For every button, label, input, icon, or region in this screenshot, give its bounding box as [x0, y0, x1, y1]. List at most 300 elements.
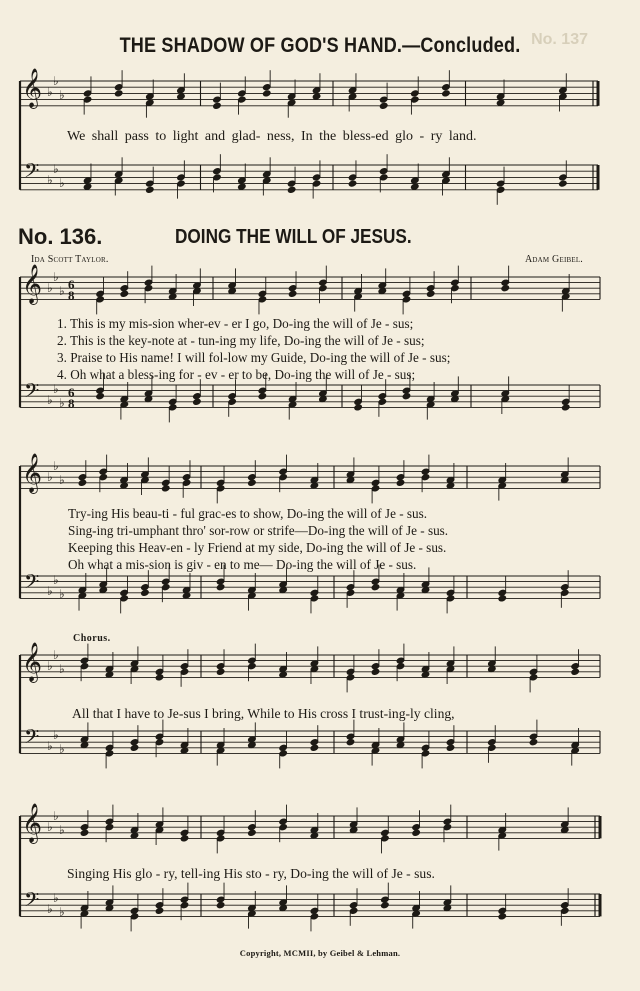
- flat-sign: ♭: [59, 742, 65, 756]
- note-head: [279, 671, 287, 678]
- note-head: [80, 824, 88, 831]
- note-head: [180, 668, 188, 675]
- note-head: [279, 468, 287, 475]
- note-head: [451, 279, 459, 286]
- note-head: [529, 668, 537, 675]
- note-head: [571, 741, 579, 748]
- note-head: [412, 904, 420, 911]
- flat-sign: ♭: [59, 473, 65, 487]
- note-head: [263, 171, 271, 178]
- note-head: [238, 90, 246, 97]
- note-head: [310, 739, 318, 746]
- flat-sign: ♭: [59, 662, 65, 676]
- note-head: [310, 826, 318, 833]
- note-head: [379, 96, 387, 103]
- note-head: [130, 826, 138, 833]
- note-head: [421, 665, 429, 672]
- chorus-line-2: Singing His glo - ry, tell-ing His sto - ry, Do-ing the will of Je - sus.: [67, 866, 435, 881]
- bass-clef: 𝄢: [24, 572, 40, 598]
- note-head: [279, 904, 287, 911]
- time-signature-bottom: 8: [68, 288, 75, 303]
- note-head: [354, 293, 362, 300]
- note-head: [561, 584, 569, 591]
- bleed-through-number: No. 137: [531, 31, 588, 48]
- note-head: [443, 818, 451, 825]
- note-head: [180, 829, 188, 836]
- note-head: [248, 910, 256, 917]
- note-head: [498, 913, 506, 920]
- verse-1-line-1: 1. This is my mis-sion wher-ev - er I go, Do-ing the will of Je - sus;: [57, 316, 414, 331]
- note-head: [349, 821, 357, 828]
- note-head: [426, 395, 434, 402]
- note-head: [130, 832, 138, 839]
- flat-sign: ♭: [47, 739, 53, 753]
- note-head: [213, 96, 221, 103]
- flat-sign: ♭: [59, 396, 65, 410]
- note-head: [155, 907, 163, 914]
- note-head: [213, 102, 221, 109]
- note-head: [396, 474, 404, 481]
- note-head: [162, 479, 170, 486]
- note-head: [411, 183, 419, 190]
- note-head: [216, 835, 224, 842]
- note-head: [130, 665, 138, 672]
- flat-sign: ♭: [47, 820, 53, 834]
- note-head: [396, 592, 404, 599]
- note-head: [155, 733, 163, 740]
- note-head: [279, 750, 287, 757]
- note-head: [287, 186, 295, 193]
- note-head: [279, 744, 287, 751]
- note-head: [228, 398, 236, 405]
- note-head: [114, 177, 122, 184]
- note-head: [396, 479, 404, 486]
- note-head: [146, 180, 154, 187]
- note-head: [168, 404, 176, 411]
- note-head: [180, 835, 188, 842]
- note-head: [529, 733, 537, 740]
- note-head: [442, 171, 450, 178]
- note-head: [248, 657, 256, 664]
- note-head: [248, 829, 256, 836]
- note-head: [248, 479, 256, 486]
- flat-sign: ♭: [47, 281, 53, 295]
- flat-sign: ♭: [53, 162, 59, 176]
- note-head: [144, 285, 152, 292]
- note-head: [78, 586, 86, 593]
- note-head: [381, 896, 389, 903]
- bass-clef: 𝄢: [24, 161, 40, 187]
- note-head: [155, 826, 163, 833]
- note-head: [349, 907, 357, 914]
- note-head: [349, 902, 357, 909]
- note-head: [105, 904, 113, 911]
- time-signature-bottom: 8: [68, 396, 75, 411]
- note-head: [96, 393, 104, 400]
- note-head: [561, 476, 569, 483]
- note-head: [168, 293, 176, 300]
- note-head: [288, 395, 296, 402]
- note-head: [443, 904, 451, 911]
- note-head: [105, 818, 113, 825]
- note-head: [96, 387, 104, 394]
- treble-clef: 𝄞: [22, 70, 43, 107]
- verse-3-line-2: Keeping this Heav-en - ly Friend at my side, Do-ing the will of Je - sus.: [68, 540, 447, 555]
- flat-sign: ♭: [59, 284, 65, 298]
- note-head: [354, 287, 362, 294]
- note-head: [248, 904, 256, 911]
- note-head: [279, 665, 287, 672]
- flat-sign: ♭: [59, 88, 65, 102]
- note-head: [446, 482, 454, 489]
- note-head: [498, 907, 506, 914]
- note-head: [421, 581, 429, 588]
- note-head: [248, 586, 256, 593]
- note-head: [310, 665, 318, 672]
- note-head: [180, 896, 188, 903]
- note-head: [346, 584, 354, 591]
- note-head: [501, 395, 509, 402]
- note-head: [319, 285, 327, 292]
- note-head: [443, 824, 451, 831]
- note-head: [426, 290, 434, 297]
- note-head: [216, 902, 224, 909]
- note-head: [180, 663, 188, 670]
- note-head: [279, 581, 287, 588]
- note-head: [248, 663, 256, 670]
- note-head: [248, 592, 256, 599]
- note-head: [381, 829, 389, 836]
- bass-clef: 𝄢: [24, 381, 40, 407]
- note-head: [162, 578, 170, 585]
- flat-sign: ♭: [47, 902, 53, 916]
- note-head: [80, 736, 88, 743]
- note-head: [99, 474, 107, 481]
- note-head: [80, 910, 88, 917]
- note-head: [496, 186, 504, 193]
- note-head: [371, 741, 379, 748]
- note-head: [213, 168, 221, 175]
- note-head: [371, 668, 379, 675]
- note-head: [371, 584, 379, 591]
- note-head: [561, 821, 569, 828]
- note-head: [182, 474, 190, 481]
- note-head: [105, 671, 113, 678]
- note-head: [411, 96, 419, 103]
- note-head: [421, 744, 429, 751]
- note-head: [378, 393, 386, 400]
- note-head: [421, 671, 429, 678]
- note-head: [488, 739, 496, 746]
- note-head: [177, 93, 185, 100]
- note-head: [310, 589, 318, 596]
- note-head: [288, 285, 296, 292]
- note-head: [310, 832, 318, 839]
- note-head: [446, 744, 454, 751]
- note-head: [78, 479, 86, 486]
- note-head: [105, 750, 113, 757]
- note-head: [279, 586, 287, 593]
- note-head: [451, 285, 459, 292]
- note-head: [371, 663, 379, 670]
- note-head: [319, 279, 327, 286]
- note-head: [182, 592, 190, 599]
- note-head: [105, 899, 113, 906]
- note-head: [498, 482, 506, 489]
- flat-sign: ♭: [47, 393, 53, 407]
- note-head: [193, 393, 201, 400]
- note-head: [279, 818, 287, 825]
- note-head: [319, 395, 327, 402]
- note-head: [571, 663, 579, 670]
- note-head: [496, 180, 504, 187]
- lyricist-credit: Ida Scott Taylor.: [31, 254, 109, 265]
- note-head: [496, 99, 504, 106]
- note-head: [446, 660, 454, 667]
- note-head: [559, 93, 567, 100]
- verse-2-line-2: Sing-ing tri-umphant thro' sor-row or strife—Do-ing the will of Je - sus.: [68, 523, 449, 538]
- note-head: [379, 102, 387, 109]
- note-head: [146, 93, 154, 100]
- note-head: [371, 479, 379, 486]
- note-head: [141, 471, 149, 478]
- note-head: [80, 663, 88, 670]
- note-head: [141, 584, 149, 591]
- flat-sign: ♭: [59, 905, 65, 919]
- note-head: [146, 99, 154, 106]
- chorus-label: Chorus.: [73, 633, 111, 644]
- note-head: [498, 589, 506, 596]
- note-head: [114, 171, 122, 178]
- note-head: [168, 398, 176, 405]
- note-head: [312, 180, 320, 187]
- flat-sign: ♭: [47, 470, 53, 484]
- note-head: [146, 186, 154, 193]
- note-head: [287, 93, 295, 100]
- note-head: [114, 90, 122, 97]
- note-head: [312, 93, 320, 100]
- note-head: [446, 665, 454, 672]
- note-head: [279, 474, 287, 481]
- flat-sign: ♭: [59, 587, 65, 601]
- note-head: [258, 393, 266, 400]
- flat-sign: ♭: [47, 584, 53, 598]
- note-head: [216, 829, 224, 836]
- note-head: [120, 589, 128, 596]
- note-head: [279, 824, 287, 831]
- note-head: [287, 180, 295, 187]
- note-head: [402, 290, 410, 297]
- note-head: [561, 471, 569, 478]
- note-head: [346, 471, 354, 478]
- note-head: [263, 177, 271, 184]
- note-head: [501, 279, 509, 286]
- flat-sign: ♭: [53, 573, 59, 587]
- note-head: [396, 741, 404, 748]
- note-head: [162, 584, 170, 591]
- flat-sign: ♭: [47, 659, 53, 673]
- note-head: [78, 592, 86, 599]
- note-head: [80, 657, 88, 664]
- note-head: [498, 826, 506, 833]
- time-signature-top: 6: [68, 277, 75, 292]
- note-head: [83, 90, 91, 97]
- note-head: [381, 902, 389, 909]
- copyright-notice: Copyright, MCMII, by Geibel & Lehman.: [239, 948, 401, 958]
- note-head: [177, 174, 185, 181]
- note-head: [346, 733, 354, 740]
- note-head: [216, 747, 224, 754]
- note-head: [561, 589, 569, 596]
- note-head: [371, 747, 379, 754]
- note-head: [155, 821, 163, 828]
- flat-sign: ♭: [53, 648, 59, 662]
- note-head: [371, 485, 379, 492]
- note-head: [248, 824, 256, 831]
- note-head: [96, 290, 104, 297]
- note-head: [248, 736, 256, 743]
- treble-clef: 𝄞: [22, 644, 43, 681]
- note-head: [529, 739, 537, 746]
- note-head: [312, 174, 320, 181]
- note-head: [80, 904, 88, 911]
- note-head: [412, 910, 420, 917]
- note-head: [182, 479, 190, 486]
- time-signature-top: 6: [68, 385, 75, 400]
- note-head: [238, 183, 246, 190]
- note-head: [346, 674, 354, 681]
- note-head: [96, 296, 104, 303]
- flat-sign: ♭: [59, 823, 65, 837]
- note-head: [177, 87, 185, 94]
- note-head: [310, 595, 318, 602]
- note-head: [216, 668, 224, 675]
- verse-1-line-2: Try-ing His beau-ti - ful grac-es to show, Do-ing the will of Je - sus.: [68, 506, 428, 521]
- note-head: [310, 744, 318, 751]
- note-head: [571, 668, 579, 675]
- note-head: [346, 668, 354, 675]
- note-head: [310, 476, 318, 483]
- note-head: [120, 476, 128, 483]
- note-head: [561, 907, 569, 914]
- note-head: [258, 387, 266, 394]
- note-head: [488, 744, 496, 751]
- note-head: [180, 741, 188, 748]
- note-head: [559, 87, 567, 94]
- note-head: [426, 401, 434, 408]
- note-head: [141, 476, 149, 483]
- treble-clef: 𝄞: [22, 455, 43, 492]
- note-head: [562, 287, 570, 294]
- note-head: [216, 896, 224, 903]
- flat-sign: ♭: [53, 382, 59, 396]
- note-head: [561, 826, 569, 833]
- note-head: [238, 96, 246, 103]
- note-head: [346, 476, 354, 483]
- note-head: [130, 660, 138, 667]
- note-head: [120, 395, 128, 402]
- note-head: [193, 398, 201, 405]
- note-head: [213, 174, 221, 181]
- treble-clef: 𝄞: [22, 266, 43, 303]
- note-head: [396, 736, 404, 743]
- note-head: [354, 398, 362, 405]
- flat-sign: ♭: [53, 459, 59, 473]
- note-head: [396, 657, 404, 664]
- note-head: [288, 401, 296, 408]
- note-head: [216, 663, 224, 670]
- note-head: [130, 907, 138, 914]
- note-head: [248, 474, 256, 481]
- note-head: [312, 87, 320, 94]
- note-head: [155, 674, 163, 681]
- note-head: [378, 398, 386, 405]
- note-head: [114, 84, 122, 91]
- note-head: [310, 482, 318, 489]
- flat-sign: ♭: [59, 176, 65, 190]
- verse-2-line-1: 2. This is the key-note at - tun-ing my life, Do-ing the will of Je - sus;: [57, 333, 425, 348]
- note-head: [501, 285, 509, 292]
- bass-clef: 𝄢: [24, 890, 40, 916]
- note-head: [263, 90, 271, 97]
- note-head: [446, 476, 454, 483]
- note-head: [99, 586, 107, 593]
- verse-3-line-1: 3. Praise to His name! I will fol-low my Guide, Do-ing the will of Je - sus;: [57, 350, 451, 365]
- note-head: [379, 168, 387, 175]
- note-head: [130, 744, 138, 751]
- note-head: [529, 674, 537, 681]
- note-head: [348, 87, 356, 94]
- note-head: [177, 180, 185, 187]
- flat-sign: ♭: [47, 173, 53, 187]
- note-head: [559, 174, 567, 181]
- note-head: [412, 829, 420, 836]
- note-head: [446, 739, 454, 746]
- note-head: [80, 829, 88, 836]
- note-head: [378, 282, 386, 289]
- note-head: [451, 390, 459, 397]
- verse-4-line-1: 4. Oh what a bless-ing for - ev - er to be, Do-ing the will of Je - sus;: [57, 367, 416, 382]
- flat-sign: ♭: [53, 74, 59, 88]
- note-head: [228, 287, 236, 294]
- hymn-number: No. 136.: [18, 224, 103, 249]
- note-head: [378, 287, 386, 294]
- note-head: [144, 395, 152, 402]
- note-head: [446, 589, 454, 596]
- note-head: [442, 177, 450, 184]
- concluded-lyric: We shall pass to light and glad- ness, In the bless-ed glo - ry land.: [67, 129, 477, 144]
- note-head: [120, 401, 128, 408]
- note-head: [488, 665, 496, 672]
- note-head: [238, 177, 246, 184]
- note-head: [180, 902, 188, 909]
- note-head: [120, 290, 128, 297]
- note-head: [144, 390, 152, 397]
- note-head: [348, 93, 356, 100]
- note-head: [451, 395, 459, 402]
- note-head: [130, 913, 138, 920]
- note-head: [105, 665, 113, 672]
- note-head: [396, 586, 404, 593]
- note-head: [180, 747, 188, 754]
- note-head: [216, 584, 224, 591]
- flat-sign: ♭: [47, 85, 53, 99]
- note-head: [348, 174, 356, 181]
- note-head: [319, 390, 327, 397]
- note-head: [287, 99, 295, 106]
- bass-clef: 𝄢: [24, 727, 40, 753]
- flat-sign: ♭: [53, 270, 59, 284]
